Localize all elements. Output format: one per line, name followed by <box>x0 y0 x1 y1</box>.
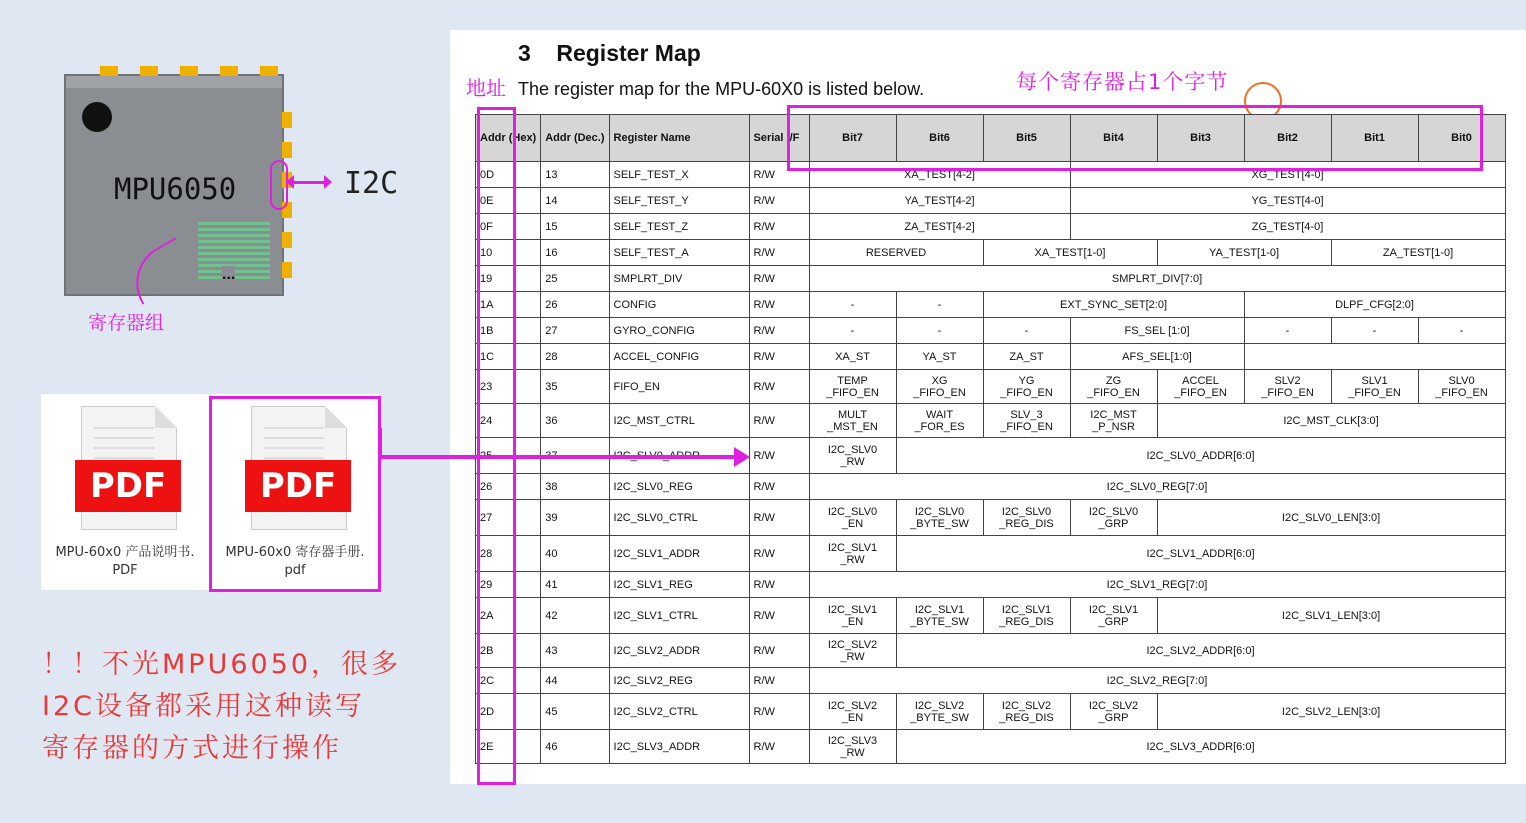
cell-bits: ZA_ST <box>983 344 1070 370</box>
cell-bits: FS_SEL [1:0] <box>1070 318 1244 344</box>
cell-name: FIFO_EN <box>609 370 749 404</box>
column-header: Bit4 <box>1070 115 1157 162</box>
cell-dec: 46 <box>541 730 609 764</box>
cell-name: I2C_SLV1_CTRL <box>609 598 749 634</box>
cell-bits: XG_TEST[4-0] <box>1070 162 1505 188</box>
cell-bits: I2C_SLV1 _RW <box>809 536 896 572</box>
bits-header-highlight <box>787 105 1483 171</box>
cell-bits: YG _FIFO_EN <box>983 370 1070 404</box>
section-heading <box>518 40 701 67</box>
cell-bits: I2C_SLV0_ADDR[6:0] <box>896 438 1505 474</box>
cell-rw: R/W <box>749 536 809 572</box>
cell-bits: I2C_SLV0 _GRP <box>1070 500 1157 536</box>
arrow-head-icon <box>734 447 750 467</box>
address-column-highlight <box>477 107 516 785</box>
column-header: Addr (Dec.) <box>541 115 609 162</box>
cell-rw: R/W <box>749 694 809 730</box>
cell-rw: R/W <box>749 188 809 214</box>
cell-name: I2C_SLV1_ADDR <box>609 536 749 572</box>
cell-bits: RESERVED <box>809 240 983 266</box>
chip-pin <box>220 66 238 76</box>
cell-hex: 26 <box>476 474 541 500</box>
cell-hex: 2E <box>476 730 541 764</box>
table-row <box>476 370 1506 404</box>
cell-bits: YA_TEST[1-0] <box>1157 240 1331 266</box>
table-row <box>476 694 1506 730</box>
chip-top-edge <box>66 76 282 88</box>
chip-pin <box>282 142 292 158</box>
cell-dec: 42 <box>541 598 609 634</box>
column-header: Bit0 <box>1418 115 1505 162</box>
pdf-file-product-spec[interactable] <box>41 394 209 590</box>
byte-annotation: 每个寄存器占1个字节 <box>1016 70 1229 94</box>
cell-hex: 29 <box>476 572 541 598</box>
cell-rw: R/W <box>749 318 809 344</box>
cell-name: I2C_SLV1_REG <box>609 572 749 598</box>
cell-rw: R/W <box>749 598 809 634</box>
cell-bits: - <box>809 318 896 344</box>
cell-bits: I2C_SLV0 _REG_DIS <box>983 500 1070 536</box>
table-row <box>476 318 1506 344</box>
cell-bits: I2C_SLV0 _RW <box>809 438 896 474</box>
pdf-filename-line: pdf <box>284 563 306 578</box>
pdf-highlight-box <box>209 396 381 592</box>
chip-pin <box>260 66 278 76</box>
cell-name: I2C_SLV3_ADDR <box>609 730 749 764</box>
cell-dec: 43 <box>541 634 609 668</box>
section-number: 3 <box>518 40 531 66</box>
cell-dec: 26 <box>541 292 609 318</box>
cell-dec: 14 <box>541 188 609 214</box>
cell-bits: I2C_SLV3 _RW <box>809 730 896 764</box>
cell-rw: R/W <box>749 404 809 438</box>
cell-hex: 10 <box>476 240 541 266</box>
cell-rw: R/W <box>749 162 809 188</box>
arrow-connector <box>381 455 736 459</box>
cell-bits: - <box>1244 318 1331 344</box>
cell-dec: 16 <box>541 240 609 266</box>
chip-pin <box>282 262 292 278</box>
cell-bits: YA_TEST[4-2] <box>809 188 1070 214</box>
pdf-filename-line: PDF <box>112 563 138 578</box>
cell-bits: I2C_SLV1_REG[7:0] <box>809 572 1505 598</box>
pin1-marker-icon <box>82 102 112 132</box>
table-row <box>476 266 1506 292</box>
cell-rw: R/W <box>749 266 809 292</box>
cell-bits: I2C_SLV0_REG[7:0] <box>809 474 1505 500</box>
column-header: Register Name <box>609 115 749 162</box>
chip-pin <box>100 66 118 76</box>
pdf-filename-line: MPU-60x0 产品说明书. <box>55 545 195 560</box>
chip-pin <box>180 66 198 76</box>
chip-pin <box>282 112 292 128</box>
cell-hex: 19 <box>476 266 541 292</box>
cell-name: SELF_TEST_A <box>609 240 749 266</box>
cell-bits: SLV0 _FIFO_EN <box>1418 370 1505 404</box>
cell-bits: YA_ST <box>896 344 983 370</box>
cell-bits: I2C_SLV3_ADDR[6:0] <box>896 730 1505 764</box>
cell-rw: R/W <box>749 730 809 764</box>
register-bank-ellipsis: ... <box>222 266 236 283</box>
cell-hex: 24 <box>476 404 541 438</box>
cell-bits: I2C_SLV2_REG[7:0] <box>809 668 1505 694</box>
cell-name: CONFIG <box>609 292 749 318</box>
cell-dec: 25 <box>541 266 609 292</box>
cell-hex: 2B <box>476 634 541 668</box>
note-text <box>42 644 401 770</box>
chip-label: MPU6050 <box>114 172 237 206</box>
cell-bits: I2C_SLV1_LEN[3:0] <box>1157 598 1505 634</box>
cell-name: I2C_SLV2_ADDR <box>609 634 749 668</box>
table-row <box>476 668 1506 694</box>
cell-name: I2C_SLV0_REG <box>609 474 749 500</box>
table-row <box>476 536 1506 572</box>
cell-bits: SLV1 _FIFO_EN <box>1331 370 1418 404</box>
cell-bits: I2C_SLV0_LEN[3:0] <box>1157 500 1505 536</box>
cell-bits: SLV_3 _FIFO_EN <box>983 404 1070 438</box>
cell-bits: I2C_SLV2 _GRP <box>1070 694 1157 730</box>
table-row <box>476 634 1506 668</box>
column-header: Bit7 <box>809 115 896 162</box>
cell-bits: I2C_SLV2_ADDR[6:0] <box>896 634 1505 668</box>
cell-rw: R/W <box>749 370 809 404</box>
cell-rw: R/W <box>749 344 809 370</box>
cell-rw: R/W <box>749 292 809 318</box>
cell-bits: ACCEL _FIFO_EN <box>1157 370 1244 404</box>
column-header: Bit3 <box>1157 115 1244 162</box>
intro-text: The register map for the MPU-60X0 is listed below. <box>518 79 925 99</box>
cell-rw: R/W <box>749 668 809 694</box>
cell-rw: R/W <box>749 240 809 266</box>
cell-dec: 41 <box>541 572 609 598</box>
cell-hex: 1B <box>476 318 541 344</box>
cell-rw: R/W <box>749 474 809 500</box>
cell-name: I2C_SLV2_REG <box>609 668 749 694</box>
cell-dec: 28 <box>541 344 609 370</box>
cell-bits: I2C_SLV1 _GRP <box>1070 598 1157 634</box>
cell-bits: - <box>896 292 983 318</box>
cell-rw: R/W <box>749 634 809 668</box>
cell-bits: TEMP _FIFO_EN <box>809 370 896 404</box>
cell-name: SELF_TEST_Z <box>609 214 749 240</box>
cell-bits: ZG_TEST[4-0] <box>1070 214 1505 240</box>
table-row <box>476 344 1506 370</box>
pdf-badge: PDF <box>245 460 351 512</box>
cell-hex: 1C <box>476 344 541 370</box>
table-row <box>476 188 1506 214</box>
column-header: Addr (Hex) <box>476 115 541 162</box>
chip-pin <box>282 232 292 248</box>
table-row <box>476 292 1506 318</box>
cell-bits: XA_TEST[1-0] <box>983 240 1157 266</box>
cell-bits: ZA_TEST[4-2] <box>809 214 1070 240</box>
i2c-label: I2C <box>344 166 399 201</box>
cell-dec: 35 <box>541 370 609 404</box>
chip-pin <box>140 66 158 76</box>
section-title: Register Map <box>556 40 701 66</box>
cell-bits: MULT _MST_EN <box>809 404 896 438</box>
double-arrow-icon <box>292 181 326 184</box>
arrow-connector <box>378 428 382 458</box>
cell-dec: 40 <box>541 536 609 572</box>
note-line: 寄存器的方式进行操作 <box>42 733 342 764</box>
cell-dec: 44 <box>541 668 609 694</box>
cell-bits: I2C_SLV2 _RW <box>809 634 896 668</box>
cell-hex: 28 <box>476 536 541 572</box>
cell-bits: YG_TEST[4-0] <box>1070 188 1505 214</box>
table-row <box>476 474 1506 500</box>
cell-hex: 2C <box>476 668 541 694</box>
cell-rw: R/W <box>749 214 809 240</box>
register-group-label: 寄存器组 <box>88 312 165 334</box>
cell-rw: R/W <box>749 500 809 536</box>
table-row <box>476 598 1506 634</box>
pdf-filename <box>41 544 209 580</box>
table-row <box>476 730 1506 764</box>
cell-hex: 2D <box>476 694 541 730</box>
column-header: Bit2 <box>1244 115 1331 162</box>
cell-name: SELF_TEST_X <box>609 162 749 188</box>
cell-name: GYRO_CONFIG <box>609 318 749 344</box>
note-line: ！！不光MPU6050，很多 <box>42 649 402 680</box>
cell-bits: I2C_MST _P_NSR <box>1070 404 1157 438</box>
cell-dec: 39 <box>541 500 609 536</box>
cell-bits <box>1244 344 1505 370</box>
cell-bits: - <box>1418 318 1505 344</box>
cell-hex: 0D <box>476 162 541 188</box>
cell-name: I2C_MST_CTRL <box>609 404 749 438</box>
cell-dec: 38 <box>541 474 609 500</box>
column-header: Bit5 <box>983 115 1070 162</box>
cell-bits: - <box>1331 318 1418 344</box>
cell-dec: 27 <box>541 318 609 344</box>
cell-bits: SLV2 _FIFO_EN <box>1244 370 1331 404</box>
column-header: Serial I/F <box>749 115 809 162</box>
cell-bits: - <box>983 318 1070 344</box>
table-row <box>476 404 1506 438</box>
cell-bits: ZA_TEST[1-0] <box>1331 240 1505 266</box>
cell-name: I2C_SLV2_CTRL <box>609 694 749 730</box>
table-body <box>476 162 1506 764</box>
register-map-table <box>475 114 1506 764</box>
cell-bits: I2C_SLV1 _EN <box>809 598 896 634</box>
cell-bits: I2C_SLV1_ADDR[6:0] <box>896 536 1505 572</box>
cell-hex: 27 <box>476 500 541 536</box>
note-line: I2C设备都采用这种读写 <box>42 691 365 722</box>
cell-dec: 45 <box>541 694 609 730</box>
cell-bits: WAIT _FOR_ES <box>896 404 983 438</box>
cell-bits: I2C_SLV2 _EN <box>809 694 896 730</box>
cell-bits: XA_ST <box>809 344 896 370</box>
cell-name: SMPLRT_DIV <box>609 266 749 292</box>
cell-dec: 13 <box>541 162 609 188</box>
cell-bits: I2C_SLV2 _REG_DIS <box>983 694 1070 730</box>
column-header: Bit1 <box>1331 115 1418 162</box>
column-header: Bit6 <box>896 115 983 162</box>
cell-bits: SMPLRT_DIV[7:0] <box>809 266 1505 292</box>
cell-bits: I2C_SLV2_LEN[3:0] <box>1157 694 1505 730</box>
cell-dec: 36 <box>541 404 609 438</box>
table-row <box>476 240 1506 266</box>
cell-hex: 1A <box>476 292 541 318</box>
cell-hex: 2A <box>476 598 541 634</box>
cell-bits: AFS_SEL[1:0] <box>1070 344 1244 370</box>
cell-bits: - <box>896 318 983 344</box>
pdf-badge: PDF <box>75 460 181 512</box>
cell-bits: ZG _FIFO_EN <box>1070 370 1157 404</box>
cell-bits: XG _FIFO_EN <box>896 370 983 404</box>
cell-dec: 15 <box>541 214 609 240</box>
cell-bits: I2C_SLV1 _REG_DIS <box>983 598 1070 634</box>
pdf-filename-line: MPU-60x0 寄存器手册. <box>225 545 365 560</box>
cell-hex: 0F <box>476 214 541 240</box>
table-row <box>476 214 1506 240</box>
cell-rw: R/W <box>749 438 809 474</box>
cell-name: ACCEL_CONFIG <box>609 344 749 370</box>
cell-bits: I2C_SLV2 _BYTE_SW <box>896 694 983 730</box>
cell-bits: I2C_SLV0 _EN <box>809 500 896 536</box>
cell-bits: I2C_SLV0 _BYTE_SW <box>896 500 983 536</box>
cell-rw: R/W <box>749 572 809 598</box>
address-annotation: 地址 <box>466 76 506 100</box>
cell-bits: I2C_SLV1 _BYTE_SW <box>896 598 983 634</box>
table-row <box>476 500 1506 536</box>
cell-hex: 0E <box>476 188 541 214</box>
cell-hex: 23 <box>476 370 541 404</box>
cell-bits: EXT_SYNC_SET[2:0] <box>983 292 1244 318</box>
cell-bits: I2C_MST_CLK[3:0] <box>1157 404 1505 438</box>
cell-name: SELF_TEST_Y <box>609 188 749 214</box>
cell-bits: - <box>809 292 896 318</box>
cell-bits: DLPF_CFG[2:0] <box>1244 292 1505 318</box>
cell-bits: XA_TEST[4-2] <box>809 162 1070 188</box>
cell-name: I2C_SLV0_CTRL <box>609 500 749 536</box>
table-row <box>476 572 1506 598</box>
